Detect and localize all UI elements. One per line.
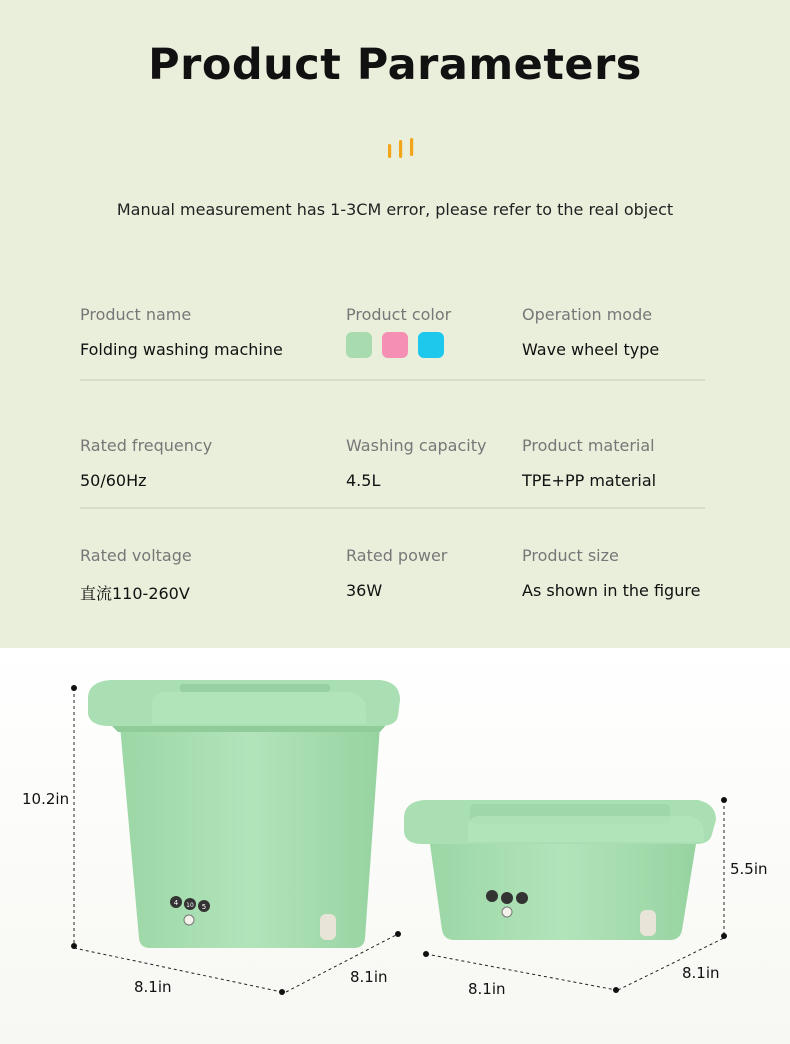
folded-machine xyxy=(404,800,716,940)
param-label: Rated frequency xyxy=(80,436,213,455)
param-value: 50/60Hz xyxy=(80,471,147,490)
param-label: Product name xyxy=(80,305,192,324)
measurement-note: Manual measurement has 1-3CM error, please refer to the real object xyxy=(116,200,674,219)
unfolded-height-label: 10.2in xyxy=(22,790,70,808)
color-swatches xyxy=(346,332,444,358)
color-swatch-green xyxy=(346,332,372,358)
param-label: Rated power xyxy=(346,546,448,565)
param-value: As shown in the figure xyxy=(522,581,701,600)
param-operation-mode xyxy=(522,305,659,359)
control-label: 4 xyxy=(173,899,179,907)
param-row-2 xyxy=(80,436,704,506)
color-swatch-pink xyxy=(382,332,408,358)
param-product-size xyxy=(522,546,700,600)
param-value: 直流110-260V xyxy=(80,584,190,603)
control-label: 5 xyxy=(201,903,207,911)
unfolded-width-label: 8.1in xyxy=(134,978,172,996)
param-product-material xyxy=(522,436,656,490)
product-photo xyxy=(0,648,790,1044)
accent-bars-icon xyxy=(384,136,418,164)
param-rated-frequency xyxy=(80,436,212,490)
param-label: Product material xyxy=(522,436,655,455)
divider xyxy=(80,507,705,509)
param-rated-voltage xyxy=(80,546,192,604)
param-product-name xyxy=(80,305,283,359)
divider xyxy=(80,379,705,381)
color-swatch-blue xyxy=(418,332,444,358)
param-value: Wave wheel type xyxy=(522,340,660,359)
param-rated-power xyxy=(346,546,447,600)
param-label: Operation mode xyxy=(522,305,653,324)
param-row-1 xyxy=(80,305,704,375)
washing-machine-illustration xyxy=(0,648,790,1044)
param-row-3 xyxy=(80,546,704,616)
unfolded-machine xyxy=(88,680,400,948)
folded-depth-label: 8.1in xyxy=(682,964,720,982)
param-label: Rated voltage xyxy=(80,546,192,565)
param-label: Product size xyxy=(522,546,619,565)
param-value: 4.5L xyxy=(346,471,381,490)
param-value: 36W xyxy=(346,581,383,600)
param-label: Washing capacity xyxy=(346,436,487,455)
param-value: Folding washing machine xyxy=(80,340,283,359)
unfolded-depth-label: 8.1in xyxy=(350,968,388,986)
folded-width-label: 8.1in xyxy=(468,980,506,998)
folded-height-label: 5.5in xyxy=(730,860,768,878)
param-product-color xyxy=(346,305,451,324)
param-value: TPE+PP material xyxy=(522,471,657,490)
param-label: Product color xyxy=(346,305,452,324)
param-washing-capacity xyxy=(346,436,486,490)
page-title: Product Parameters xyxy=(148,40,642,90)
control-label: 10 xyxy=(186,902,194,909)
